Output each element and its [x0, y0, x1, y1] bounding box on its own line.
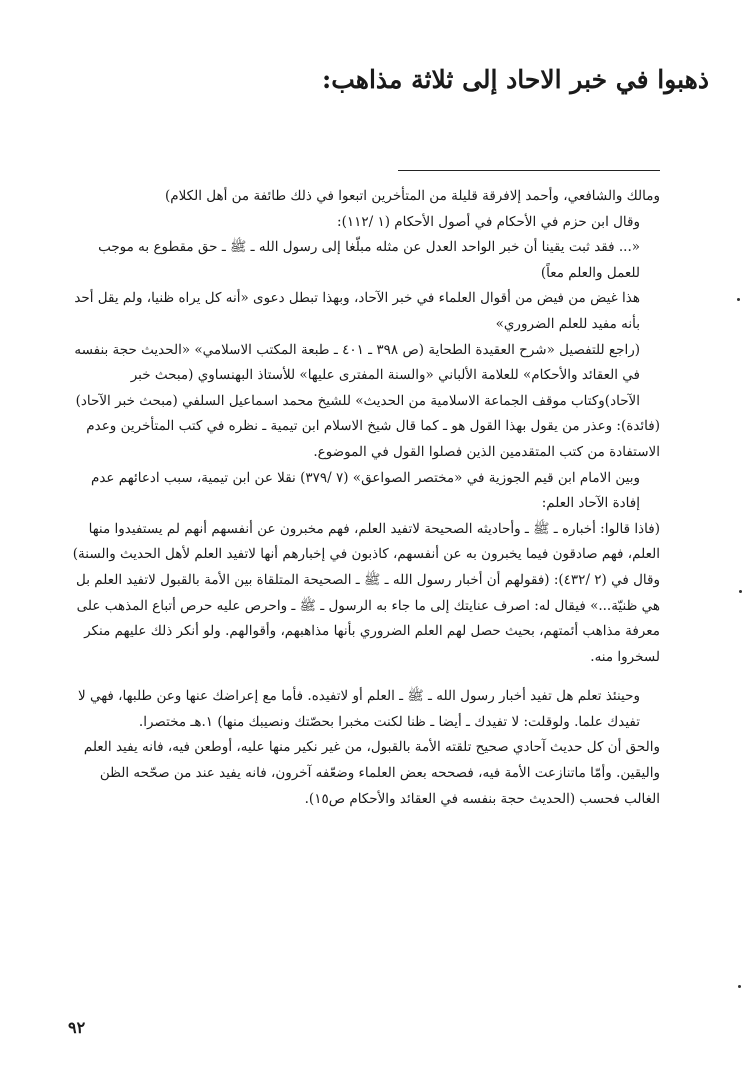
scan-speck [738, 985, 741, 988]
page-heading: ذهبوا في خبر الاحاد إلى ثلاثة مذاهب: [322, 65, 709, 94]
paragraph-3: «... فقد ثبت يقينا أن خبر الواحد العدل عن مثله مبلّغا إلى رسول الله ـ ﷺ ـ حق مقطوع به موجب للعمل والعلم معاً) [98, 239, 640, 281]
footnote-body [72, 184, 660, 812]
paragraph-6: (فائدة): وعذر من يقول بهذا القول هو ـ كما قال شيخ الاسلام ابن تيمية ـ نظره في كتب المتأخرين وعدم الاستفادة من كتب المتقدمين الذين فصلوا القول في الموضوع. [86, 418, 660, 460]
page-number: ٩٢ [68, 1018, 86, 1037]
paragraph-1: ومالك والشافعي، وأحمد إلافرقة قليلة من المتأخرين اتبعوا في ذلك طائفة من أهل الكلام) [164, 188, 660, 204]
paragraph-4: هذا غيض من فيض من أقوال العلماء في خبر الآحاد، وبهذا تبطل دعوى «أنه كل يراه ظنيا، ولم يقل أحد بأنه مفيد للعلم الضروري» [74, 290, 640, 332]
paragraph-2: وقال ابن حزم في الأحكام في أصول الأحكام (١ /١١٢): [337, 213, 640, 230]
paragraph-7: وبين الامام ابن قيم الجوزية في «مختصر الصواعق» (٧ /٣٧٩) نقلا عن ابن تيمية، سبب ادعائهم عدم إفادة الآحاد العلم: [90, 469, 640, 512]
paragraph-9: وقال في (٢ /٤٣٢): (فقولهم أن أخبار رسول الله ـ ﷺ ـ الصحيحة المتلقاة بين الأمة بالقبول لاتفيد العلم بل هي ظنيّة...» فيقال له: اصرف عنايتك إلى ما جاء به الرسول ـ ﷺ ـ واحرص عليه حرص أتباع المذهب على معرفة مذاهب أئمتهم، بحيث حصل لهم العلم الضروري بأنها مذاهبهم، وأقوالهم. ولو أنكر ذلك عليهم منكر لسخروا منه. [75, 571, 660, 665]
scan-speck [739, 590, 742, 593]
paragraph-11: والحق أن كل حديث آحادي صحيح تلقته الأمة بالقبول، من غير نكير منها عليه، أوطعن فيه، فانه يفيد العلم واليقين. وأمّا ماتنازعت الأمة فيه، فصححه بعض العلماء وضعّفه آخرون، فانه يفيد عند من صحّحه الظن الغالب فحسب (الحديث حجة بنفسه في العقائد والأحكام ص١٥). [83, 739, 660, 807]
footnote-divider [398, 170, 660, 171]
paragraph-10: وحينئذ تعلم هل تفيد أخبار رسول الله ـ ﷺ ـ العلم أو لاتفيده. فأما مع إعراضك عنها وعن طلبها، فهي لا تفيدك علما. ولوقلت: لا تفيدك ـ أيضا ـ ظنا لكنت مخبرا بحصّتك ونصيبك منها) ١.هـ مختصرا. [77, 688, 640, 730]
scan-speck [737, 298, 740, 301]
paragraph-5: (راجع للتفصيل «شرح العقيدة الطحاية (ص ٣٩٨ ـ ٤٠١ ـ طبعة المكتب الاسلامي» «الحديث حجة بنفسه في العقائد والأحكام» للعلامة الألباني «والسنة المفترى عليها» للأستاذ البهنساوي (مبحث خبر الآحاد)وكتاب موقف الجماعة الاسلامية من الحديث» للشيخ محمد اسماعيل السلفي (مبحث خبر الآحاد) [74, 341, 640, 409]
paragraph-8: (فاذا قالوا: أخباره ـ ﷺ ـ وأحاديثه الصحيحة لاتفيد العلم، فهم مخبرون عن أنفسهم أنهم لم يستفيدوا منها العلم، فهم صادقون فيما يخبرون به عن أنفسهم، كاذبون في إخبارهم أنها لاتفيد العلم لأهل الحديث والسنة) [72, 520, 660, 563]
